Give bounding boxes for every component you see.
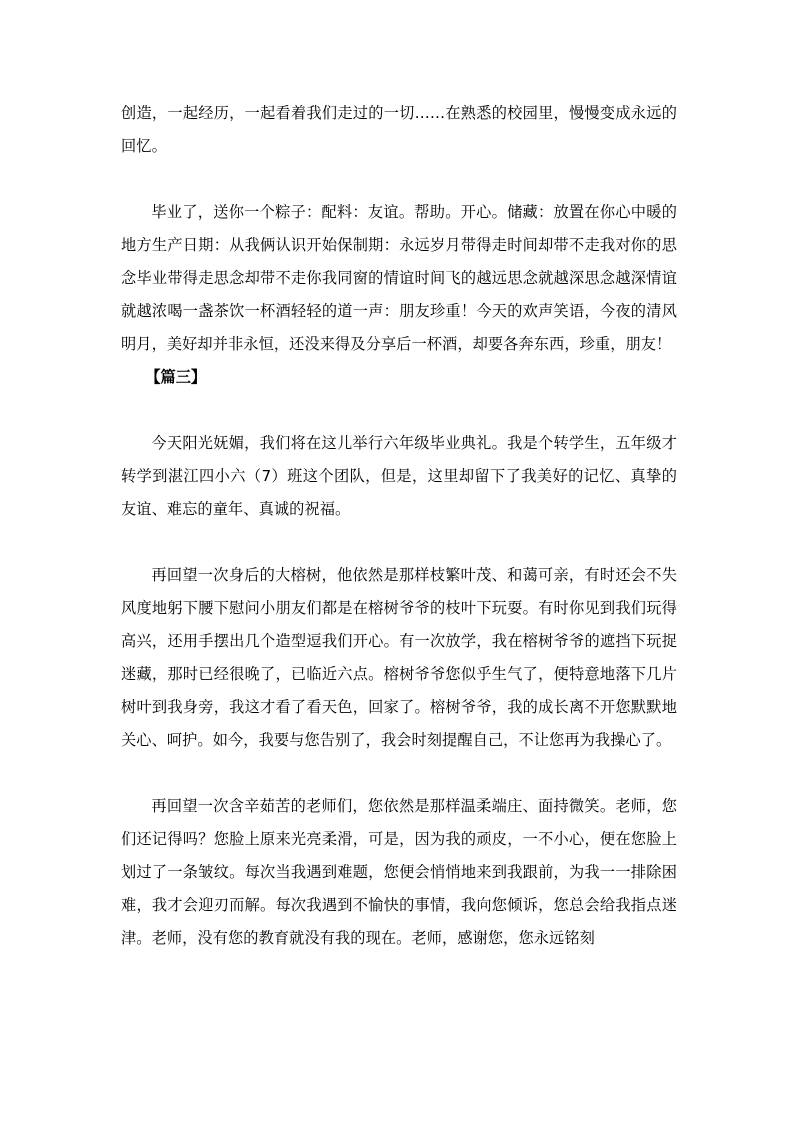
paragraph-5: 再回望一次含辛茹苦的老师们，您依然是那样温柔端庄、面持微笑。老师，您们还记得吗？您脸上原来光亮柔滑，可是，因为我的顽皮，一不小心，便在您脸上划过了一条皱纹。每次当我遇到难题，您便会悄悄地来到我跟前，为我一一排除困难，我才会迎刃而解。每次我遇到不愉快的事情，我向您倾诉，您总会给我指点迷津。老师，没有您的教育就没有我的现在。老师，感谢您，您永远铭刻 — [121, 797, 677, 947]
document-body — [121, 97, 677, 955]
paragraph-2: 毕业了，送你一个粽子：配料：友谊。帮助。开心。储藏：放置在你心中暖的地方生产日期：从我俩认识开始保制期：永远岁月带得走时间却带不走我对你的思念毕业带得走思念却带不走你我同窗的情谊时间飞的越远思念就越深思念越深情谊就越浓喝一盏茶饮一杯酒轻轻的道一声：朋友珍重！今天的欢声笑语，今夜的清风明月，美好却并非永恒，还没来得及分享后一杯酒，却要各奔东西，珍重，朋友！ — [121, 203, 677, 353]
paragraph-1: 创造，一起经历，一起看着我们走过的一切……在熟悉的校园里，慢慢变成永远的回忆。 — [121, 104, 677, 155]
paragraph-3: 今天阳光妩媚，我们将在这儿举行六年级毕业典礼。我是个转学生，五年级才转学到湛江四小六（7）班这个团队，但是，这里却留下了我美好的记忆、真挚的友谊、难忘的童年、真诚的祝福。 — [121, 434, 677, 518]
section-heading: 【篇三】 — [145, 368, 207, 386]
paragraph-4: 再回望一次身后的大榕树，他依然是那样枝繁叶茂、和蔼可亲，有时还会不失风度地躬下腰下慰问小朋友们都是在榕树爷爷的枝叶下玩耍。有时你见到我们玩得高兴，还用手摆出几个造型逗我们开心。有一次放学，我在榕树爷爷的遮挡下玩捉迷藏，那时已经很晚了，已临近六点。榕树爷爷您似乎生气了，便特意地落下几片树叶到我身旁，我这才看了看天色，回家了。榕树爷爷，我的成长离不开您默默地关心、呵护。如今，我要与您告别了，我会时刻提醒自己，不让您再为我操心了。 — [121, 566, 677, 749]
